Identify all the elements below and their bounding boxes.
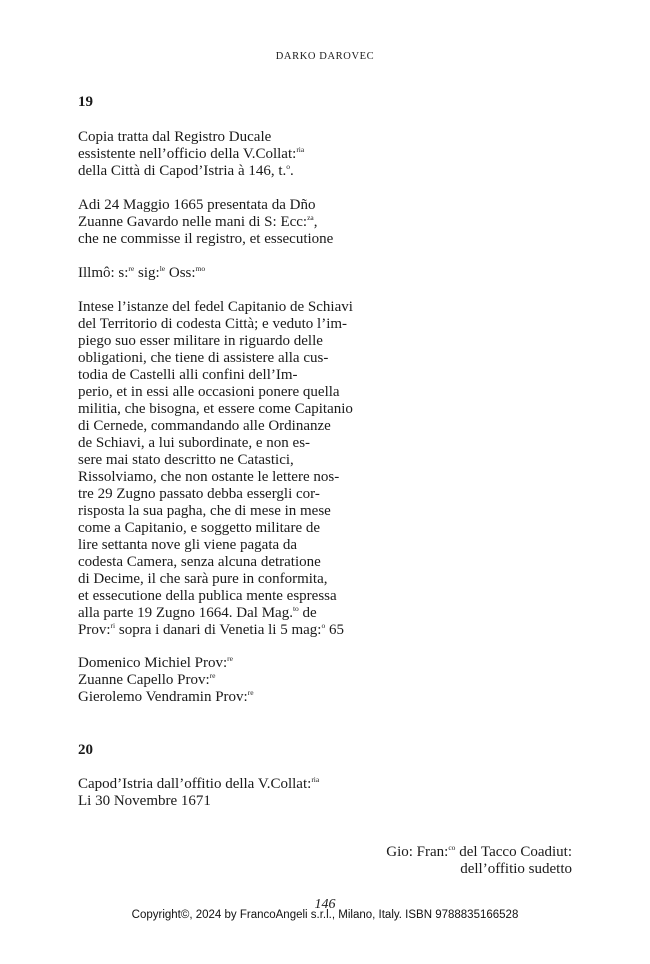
salutation-sup: mo: [195, 264, 206, 273]
text-line: [78, 333, 378, 350]
text-line: [78, 776, 378, 793]
superscript: o: [321, 621, 326, 630]
line-text: militia, che bisogna, et essere come Capitanio: [78, 401, 353, 417]
text-line: [78, 163, 378, 180]
text-line: [78, 672, 378, 689]
section-number-19: 19: [78, 94, 93, 110]
text-line: [78, 367, 378, 384]
line-text: che ne commisse il registro, et essecutione: [78, 231, 334, 247]
line-text: Intese l’istanze del fedel Capitanio de Schiavi: [78, 299, 353, 315]
text-line: [78, 503, 378, 520]
section-19-body: [78, 299, 378, 639]
line-text: di Cernede, commandando alle Ordinanze: [78, 418, 331, 434]
line-tail: .: [290, 163, 294, 179]
line-text: alla parte 19 Zugno 1664. Dal Mag.: [78, 605, 293, 621]
line-text: risposta la sua pagha, che di mese in mese: [78, 503, 331, 519]
superscript: re: [227, 654, 233, 663]
text-line: [78, 401, 378, 418]
text-line: [78, 622, 378, 639]
line-text: lire settanta nove gli viene pagata da: [78, 537, 298, 553]
superscript: re: [209, 671, 216, 680]
salutation-sup: re: [128, 264, 135, 273]
signature-line-2: dell’offitio sudetto: [460, 861, 572, 877]
text-line: [78, 316, 378, 333]
line-text: tre 29 Zugno passato debba essergli cor-: [78, 486, 320, 502]
section-19-date: [78, 197, 378, 248]
text-line: [78, 350, 378, 367]
signature-line-1: [386, 844, 572, 861]
signature-block: [386, 844, 572, 878]
text-line: [78, 655, 378, 672]
salutation-sup: le: [159, 264, 166, 273]
line-text: Prov:: [78, 622, 111, 638]
section-20-lines: [78, 776, 378, 810]
line-text: Zuanne Capello Prov:: [78, 672, 210, 688]
text-line: [78, 571, 378, 588]
text-line: [78, 554, 378, 571]
text-line: [78, 299, 378, 316]
superscript: o: [286, 162, 291, 171]
salutation: [78, 265, 378, 282]
line-text: Rissolviamo, che non ostante le lettere nos-: [78, 469, 340, 485]
copyright-notice: Copyright©, 2024 by FrancoAngeli s.r.l., Milano, Italy. ISBN 9788835166528: [131, 909, 519, 921]
salutation-part: Oss:: [165, 265, 196, 281]
superscript: ria: [311, 775, 320, 784]
line-text: codesta Camera, senza alcuna detratione: [78, 554, 321, 570]
text-line: [78, 469, 378, 486]
text-line: [78, 197, 378, 214]
text-line: [78, 418, 378, 435]
text-line: [78, 384, 378, 401]
line-text: sere mai stato descritto ne Catastici,: [78, 452, 294, 468]
line-text: Gierolemo Vendramin Prov:: [78, 689, 248, 705]
text-line: [78, 537, 378, 554]
superscript: za: [307, 213, 314, 222]
line-tail: de: [298, 605, 317, 621]
line-text: Zuanne Gavardo nelle mani di S: Ecc:: [78, 214, 308, 230]
text-line: [78, 146, 378, 163]
line-text: Li 30 Novembre 1671: [78, 793, 211, 809]
text-line: [78, 689, 378, 706]
text-line: [78, 793, 378, 810]
text-line: [78, 435, 378, 452]
text-line: [78, 520, 378, 537]
line-text: Adi 24 Maggio 1665 presentata da Dño: [78, 197, 316, 213]
section-19-signatories: [78, 655, 378, 706]
line-tail: ,: [313, 214, 318, 230]
superscript: ri: [110, 621, 116, 630]
signature-sup: co: [448, 843, 456, 852]
superscript: ria: [296, 145, 305, 154]
line-text: come a Capitanio, e soggetto militare de: [78, 520, 321, 536]
line-text: obligationi, che tiene di assistere alla cus-: [78, 350, 329, 366]
line-tail: 65: [325, 622, 344, 638]
line-text: piego suo esser militare in riguardo delle: [78, 333, 323, 349]
line-text: essistente nell’officio della V.Collat:: [78, 146, 297, 162]
text-line: [78, 605, 378, 622]
line-tail: sopra i danari di Venetia li 5 mag:: [115, 622, 322, 638]
line-text: perio, et in essi alle occasioni ponere quella: [78, 384, 340, 400]
page-number: 146: [314, 897, 336, 912]
superscript: to: [292, 604, 299, 613]
signature-tail: del Tacco Coadiut:: [455, 844, 572, 860]
line-text: todia de Castelli alli confini dell’Im-: [78, 367, 298, 383]
superscript: re: [247, 688, 254, 697]
text-line: [78, 231, 378, 248]
line-text: et essecutione della publica mente espressa: [78, 588, 337, 604]
line-text: Domenico Michiel Prov:: [78, 655, 228, 671]
text-line: [78, 129, 378, 146]
running-header: DARKO DAROVEC: [275, 51, 375, 62]
signature-text: Gio: Fran:: [386, 844, 449, 860]
text-line: [78, 486, 378, 503]
salutation-part: Illmô: s:: [78, 265, 129, 281]
text-line: [78, 214, 378, 231]
line-text: del Territorio di codesta Città; e veduto l’im-: [78, 316, 348, 332]
section-number-20: 20: [78, 742, 93, 758]
text-line: [78, 588, 378, 605]
line-text: di Decime, il che sarà pure in conformita,: [78, 571, 328, 587]
text-line: [78, 452, 378, 469]
line-text: Copia tratta dal Registro Ducale: [78, 129, 272, 145]
section-19-intro: [78, 129, 378, 180]
line-text: della Città di Capod’Istria à 146, t.: [78, 163, 287, 179]
salutation-part: sig:: [134, 265, 160, 281]
line-text: de Schiavi, a lui subordinate, e non es-: [78, 435, 311, 451]
line-text: Capod’Istria dall’offitio della V.Collat:: [78, 776, 312, 792]
